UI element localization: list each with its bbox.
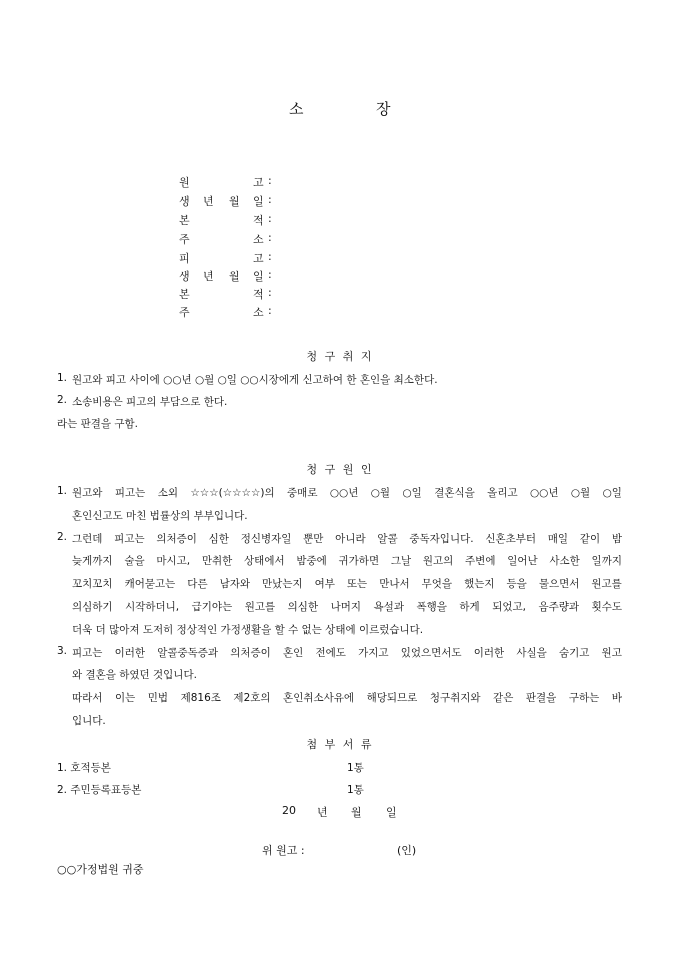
item-text: 원고와 피고 사이에 ○○년 ○월 ○일 ○○시장에게 신고하여 한 혼인을 최소한다.: [72, 374, 438, 386]
word: 밤중에: [296, 555, 327, 567]
word: 원고의: [422, 555, 454, 567]
word: 이는: [114, 692, 136, 704]
word: 청구취지와: [429, 692, 481, 704]
cause-paragraph-line: [72, 485, 622, 500]
word: 등을: [506, 578, 527, 590]
word: 제2호의: [233, 692, 271, 704]
field-label-char: 피: [179, 252, 190, 265]
title-char-1: 소: [289, 100, 304, 118]
word: 피고는: [114, 533, 145, 545]
word: 의심한: [287, 601, 319, 613]
word: 올리고: [487, 487, 518, 499]
word: 숨기고: [558, 647, 590, 659]
word: 귀가하면: [338, 555, 380, 567]
seal-mark: (인): [397, 844, 417, 857]
court-addressee: ○○가정법원 귀중: [57, 863, 144, 876]
word: 상태에서: [244, 555, 285, 567]
word: 결혼식을: [434, 487, 475, 499]
item-text: 혼인신고도 마친 법률상의 부부입니다.: [72, 510, 248, 522]
word: 급기야는: [191, 601, 233, 613]
word: 심한: [208, 533, 229, 545]
field-label-char: 적: [253, 288, 264, 301]
word: 소외: [157, 487, 178, 499]
cause-paragraph-line: [72, 599, 622, 614]
word: 늦게까지: [72, 555, 113, 567]
word: 뿐만: [303, 533, 324, 545]
word: 같이: [579, 533, 601, 545]
word: 신혼초부터: [485, 533, 537, 545]
field-colon: :: [268, 193, 272, 206]
attachment-label: 2. 주민등록표등본: [57, 784, 142, 796]
word: 시작하더니,: [125, 601, 180, 613]
word: 바: [611, 692, 622, 704]
word: 이러한: [114, 647, 146, 659]
field-label-char: 일: [253, 195, 264, 208]
word: 원고를: [244, 601, 276, 613]
word: 같은: [493, 692, 514, 704]
word: 정신병자일: [240, 533, 292, 545]
party-plaintiff-address: [0, 231, 680, 247]
word: 되었고,: [492, 601, 526, 613]
word: 판결을: [525, 692, 557, 704]
word: 따라서: [72, 692, 103, 704]
word: ○일: [402, 487, 422, 499]
word: 원고와: [72, 487, 103, 499]
cause-paragraph-line: [72, 553, 622, 568]
word: 물으면서: [538, 578, 580, 590]
item-text: 소송비용은 피고의 부담으로 한다.: [72, 396, 228, 408]
word: 여부: [314, 578, 335, 590]
attachments-heading: 첨 부 서 류: [306, 738, 374, 751]
field-label-char: 월: [229, 195, 240, 208]
party-plaintiff-birthdate: [0, 193, 680, 209]
word: 전에도: [315, 647, 346, 659]
word: 해당되므로: [366, 692, 418, 704]
word: 폭행을: [416, 601, 447, 613]
item-number: 2.: [57, 394, 68, 406]
field-colon: :: [268, 212, 272, 225]
word: 의심하기: [72, 601, 113, 613]
word: 구하는: [568, 692, 600, 704]
item-number: 1.: [57, 372, 68, 384]
word: ○일: [602, 487, 622, 499]
field-label-char: 월: [229, 270, 240, 283]
field-label-char: 고: [253, 252, 264, 265]
claim-cause-heading: 청 구 원 인: [306, 463, 374, 476]
date-month-unit: 월: [351, 806, 362, 819]
attachment-label: 1. 호적등본: [57, 762, 111, 774]
word: 횟수도: [591, 601, 622, 613]
word: 중독자입니다.: [409, 533, 474, 545]
field-label-char: 본: [179, 288, 190, 301]
document-title: [0, 98, 680, 118]
word: 다른: [187, 578, 208, 590]
word: 이러한: [473, 647, 505, 659]
word: 알콜: [377, 533, 398, 545]
closing-text: 라는 판결을 구함.: [57, 418, 139, 430]
word: 했는지: [464, 578, 495, 590]
date-day-unit: 일: [386, 806, 397, 819]
word: 밤: [611, 533, 622, 545]
cause-paragraph-line: [72, 645, 622, 660]
word: 혼인취소사유에: [283, 692, 355, 704]
word: 알콜중독증과: [157, 647, 219, 659]
field-label-char: 적: [253, 214, 264, 227]
item-number: 2.: [57, 531, 68, 543]
word: 피고는: [72, 647, 103, 659]
field-label-char: 소: [253, 306, 264, 319]
field-colon: :: [268, 174, 272, 187]
party-defendant-address: [0, 304, 680, 320]
word: 또는: [346, 578, 368, 590]
word: ○○년: [329, 487, 359, 499]
party-plaintiff: [0, 174, 680, 190]
word: 그런데: [72, 533, 103, 545]
word: 꼬치꼬치: [72, 578, 113, 590]
word: 매일: [547, 533, 569, 545]
word: 사소한: [549, 555, 580, 567]
word: 사실을: [516, 647, 547, 659]
word: 만나서: [379, 578, 410, 590]
claim-purpose-heading: 청 구 취 지: [306, 350, 374, 363]
word: 가지고: [358, 647, 389, 659]
title-char-2: 장: [376, 100, 391, 118]
field-colon: :: [268, 268, 272, 281]
word: 하게: [459, 601, 480, 613]
party-defendant-birthdate: [0, 268, 680, 284]
field-label-char: 주: [179, 306, 190, 319]
filing-date: [0, 804, 680, 820]
field-label-char: 원: [179, 176, 190, 189]
party-defendant: [0, 250, 680, 266]
field-label-char: 생: [179, 270, 190, 283]
word: 음주량과: [538, 601, 580, 613]
item-text: 입니다.: [72, 715, 106, 727]
word: ○월: [570, 487, 591, 499]
word: 원고: [601, 647, 622, 659]
field-label-char: 생: [179, 195, 190, 208]
word: 나머지: [330, 601, 362, 613]
date-year-unit: 년: [317, 806, 328, 819]
field-label-char: 고: [253, 176, 264, 189]
word: ○월: [370, 487, 391, 499]
word: 제816조: [180, 692, 221, 704]
field-colon: :: [268, 286, 272, 299]
word: 일까지: [591, 555, 622, 567]
word: 그날: [390, 555, 412, 567]
word: 의처증이: [156, 533, 197, 545]
word: 민법: [147, 692, 169, 704]
word: 만났는지: [262, 578, 303, 590]
party-plaintiff-registry: [0, 212, 680, 228]
field-label-char: 년: [203, 195, 214, 208]
word: 마시고,: [156, 555, 191, 567]
word: 욕설과: [373, 601, 404, 613]
word: 남자와: [219, 578, 251, 590]
field-label-char: 일: [253, 270, 264, 283]
word: 피고는: [114, 487, 146, 499]
item-text: 와 결혼을 하였던 것입니다.: [72, 669, 197, 681]
word: 주변에: [465, 555, 496, 567]
word: 술을: [124, 555, 145, 567]
cause-paragraph-line: [72, 576, 622, 591]
item-number: 1.: [57, 485, 68, 497]
field-colon: :: [268, 250, 272, 263]
word: ○○년: [530, 487, 559, 499]
word: 캐어묻고는: [124, 578, 176, 590]
word: 원고를: [591, 578, 622, 590]
field-label-char: 본: [179, 214, 190, 227]
item-text: 더욱 더 많아져 도저히 정상적인 가정생활을 할 수 없는 상태에 이르렀습니다.: [72, 624, 424, 636]
word: 일어난: [507, 555, 538, 567]
party-defendant-registry: [0, 286, 680, 302]
word: ☆☆☆(☆☆☆☆)의: [190, 487, 275, 499]
field-label-char: 년: [203, 270, 214, 283]
attachment-count: 1통: [347, 762, 364, 774]
field-label-char: 주: [179, 233, 190, 246]
word: 의처증이: [230, 647, 271, 659]
cause-paragraph-line: [72, 690, 622, 705]
date-year: 20: [282, 804, 296, 817]
cause-paragraph-line: [72, 531, 622, 546]
field-colon: :: [268, 304, 272, 317]
field-label-char: 소: [253, 233, 264, 246]
word: 있었으면서도: [400, 647, 462, 659]
word: 만취한: [201, 555, 233, 567]
word: 중매로: [287, 487, 318, 499]
plaintiff-signature: [0, 842, 680, 858]
item-number: 3.: [57, 645, 68, 657]
attachment-count: 1통: [347, 784, 364, 796]
signature-label: 위 원고 :: [262, 844, 305, 857]
word: 아니라: [335, 533, 366, 545]
word: 혼인: [283, 647, 304, 659]
word: 무엇을: [421, 578, 453, 590]
field-colon: :: [268, 231, 272, 244]
